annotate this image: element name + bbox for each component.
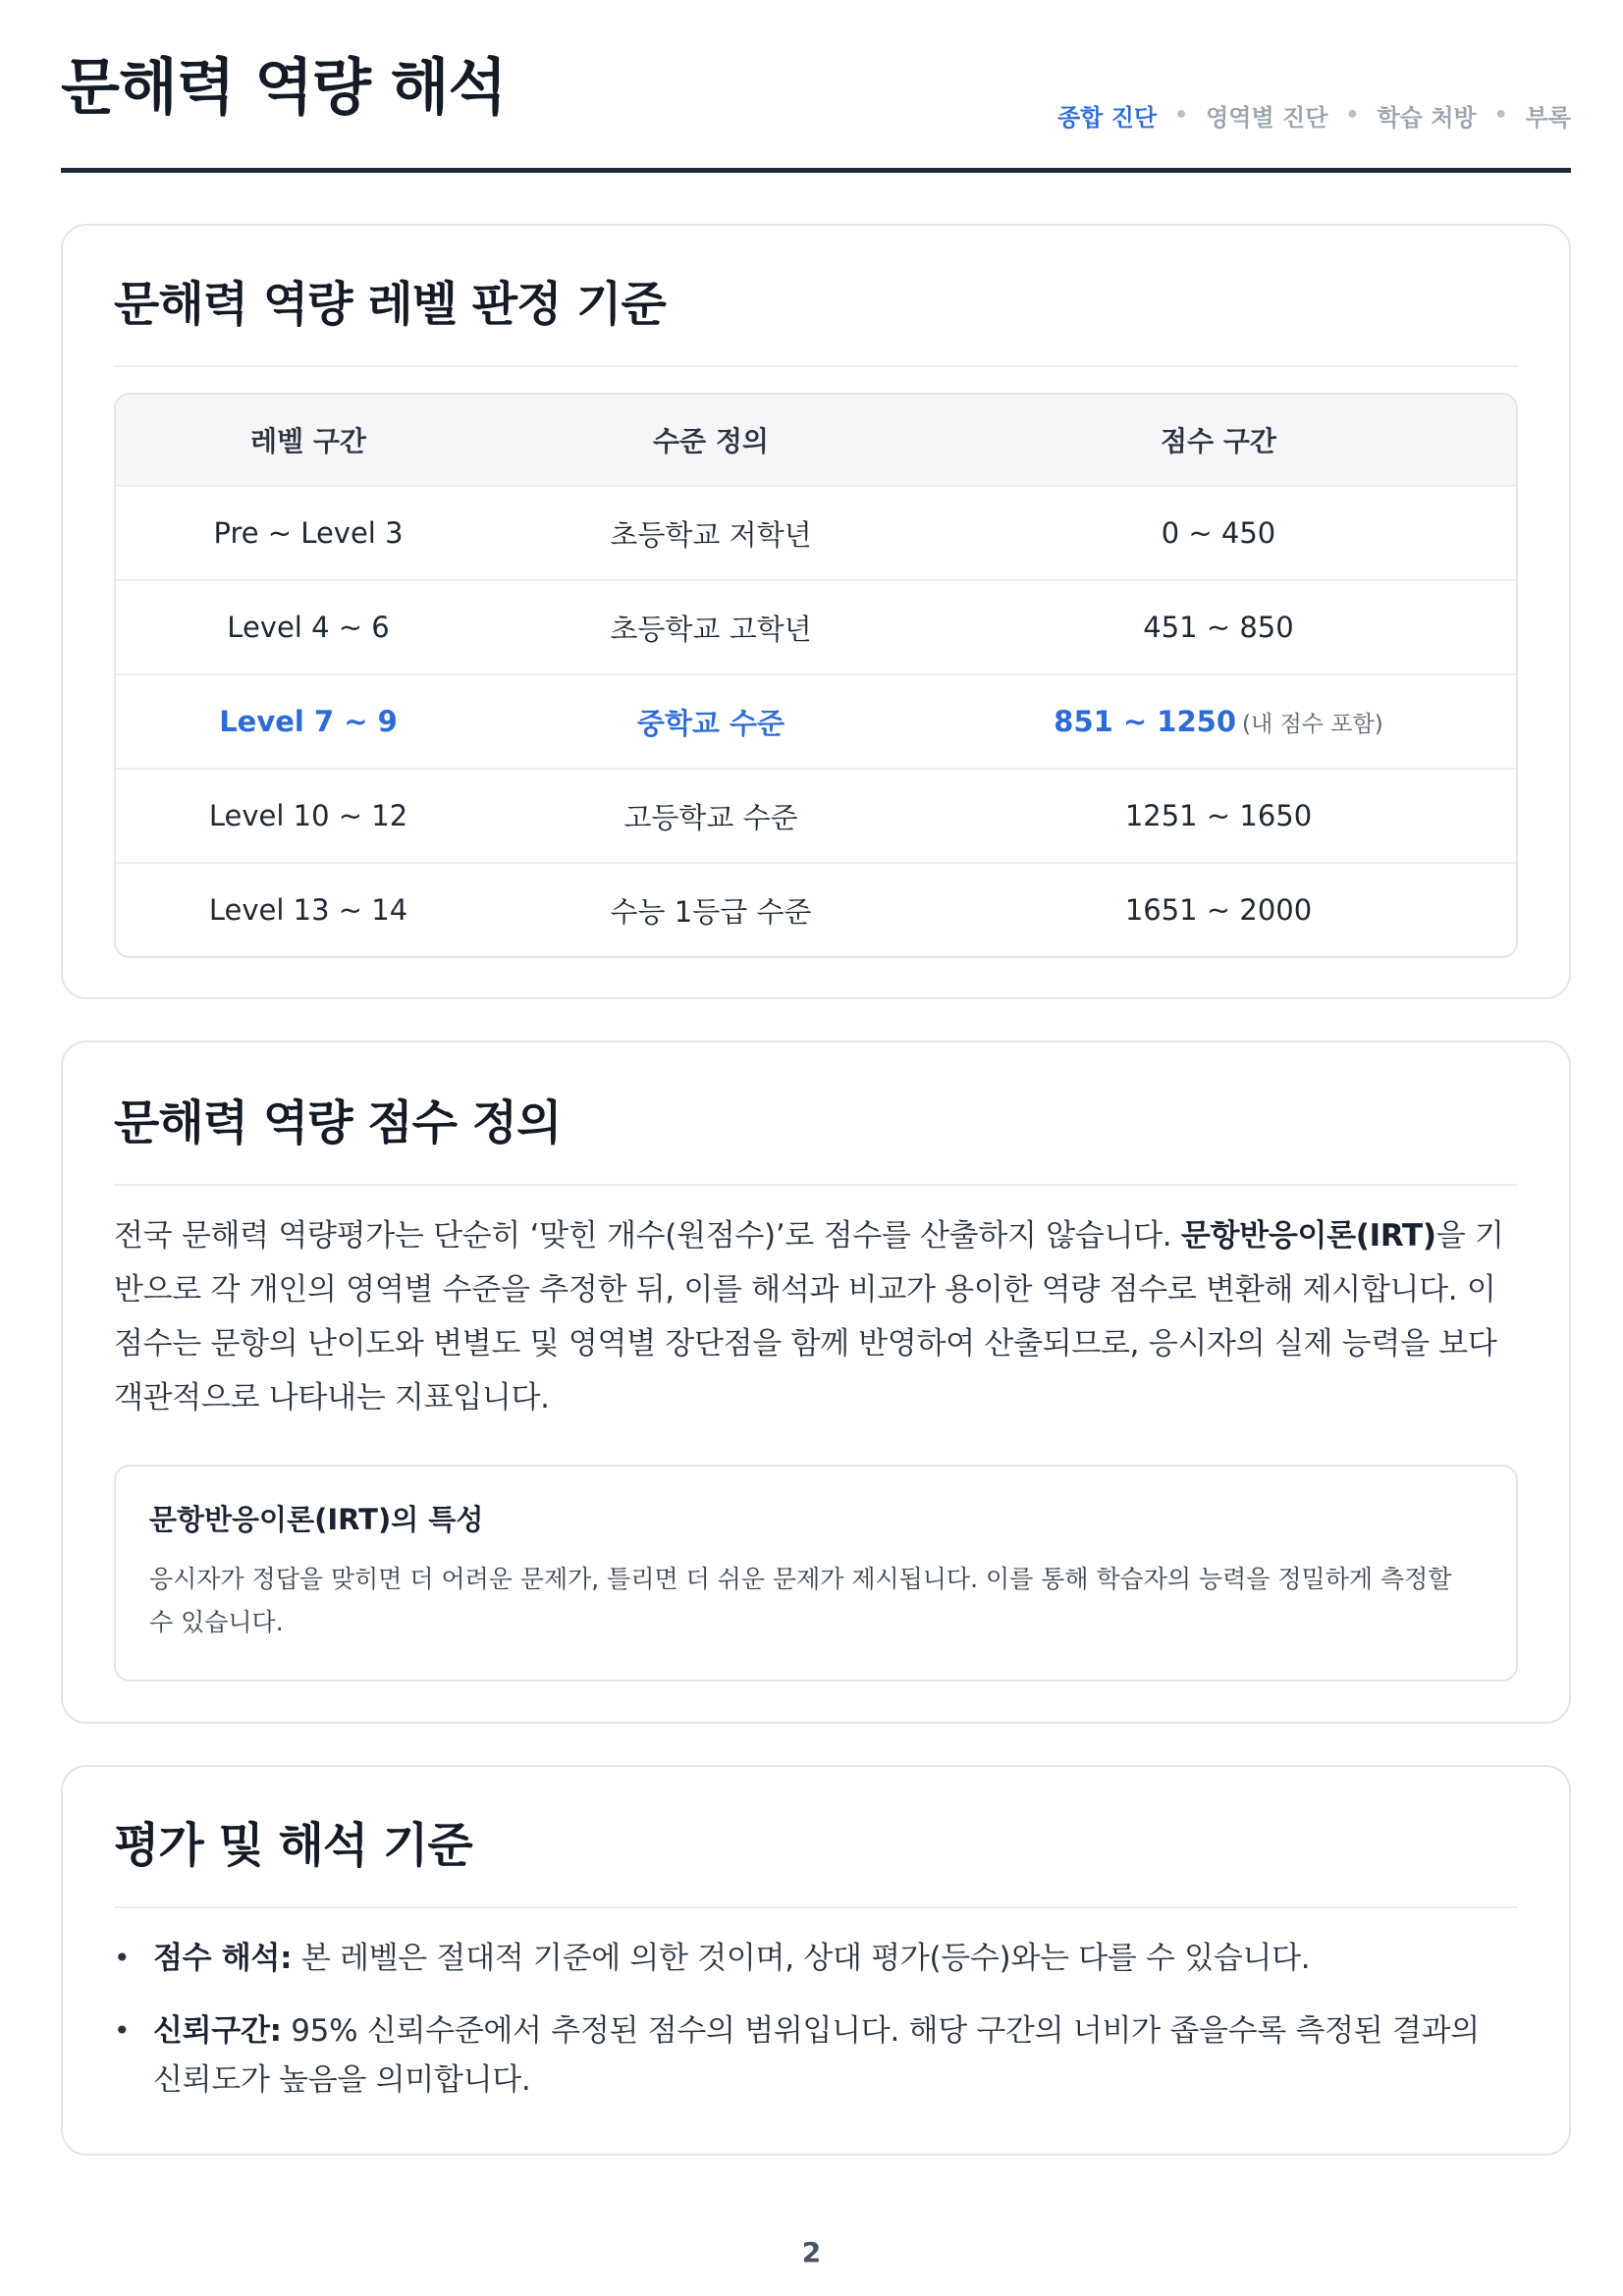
- table-row-highlighted: [116, 673, 1516, 768]
- table-row: [116, 862, 1516, 956]
- table-header-row: [116, 395, 1516, 485]
- cell-definition: 초등학교 고학년: [610, 612, 812, 646]
- cell-level: Pre ~ Level 3: [213, 516, 404, 550]
- score-definition-paragraph: [114, 1209, 1518, 1425]
- my-score-note: (내 점수 포함): [1242, 712, 1383, 737]
- level-table: [114, 393, 1518, 958]
- cell-score: [921, 705, 1516, 738]
- score-definition-card: [61, 1041, 1571, 1724]
- cell-level: Level 7 ~ 9: [219, 705, 398, 738]
- cell-score: 1651 ~ 2000: [1124, 893, 1313, 927]
- item-label: 신뢰구간:: [153, 2013, 282, 2049]
- column-header-definition: 수준 정의: [653, 425, 769, 457]
- nav-separator: •: [1493, 103, 1508, 128]
- cell-level: Level 10 ~ 12: [208, 799, 408, 832]
- cell-score: 0 ~ 450: [1161, 516, 1276, 550]
- cell-definition: 초등학교 저학년: [610, 517, 812, 552]
- irt-info-box: [114, 1465, 1518, 1682]
- list-item: [153, 1934, 1518, 1983]
- page: [61, 0, 1571, 2098]
- cell-score: 1251 ~ 1650: [1124, 799, 1313, 832]
- level-criteria-card: [61, 224, 1571, 999]
- score-range: 851 ~ 1250: [1054, 705, 1237, 738]
- section-nav: [1057, 98, 1571, 133]
- cell-level: Level 13 ~ 14: [208, 893, 408, 927]
- nav-separator: •: [1174, 103, 1189, 128]
- card-title: 문해력 역량 점수 정의: [114, 1095, 562, 1150]
- column-header-score: 점수 구간: [1161, 425, 1276, 457]
- column-header-level: 레벨 구간: [250, 425, 366, 457]
- page-header: [61, 0, 1571, 173]
- paragraph-text: 을 기반으로 각 개인의 영역별 수준을 추정한 뒤, 이를 해석과 비교가 용이한 역량 점수로 변환해 제시합니다. 이 점수는 문항의 난이도와 변별도 및 영역별 장단점을 함께 반영하여 산출되므로, 응시자의 실제 능력을 보다 객관적으로 나타내는 지표입니다.: [114, 1218, 1504, 1415]
- item-text: 95% 신뢰수준에서 추정된 점수의 범위입니다. 해당 구간의 너비가 좁을수록 측정된 결과의 신뢰도가 높음을 의미합니다.: [153, 2013, 1480, 2098]
- cell-definition: 고등학교 수준: [623, 800, 798, 834]
- card-title: 평가 및 해석 기준: [114, 1818, 472, 1873]
- divider: [114, 1184, 1518, 1186]
- nav-item-domain[interactable]: 영역별 진단: [1206, 104, 1328, 132]
- criteria-list: [114, 1934, 1518, 2105]
- paragraph-emphasis: 문항반응이론(IRT): [1180, 1218, 1436, 1254]
- paragraph-text: 전국 문해력 역량평가는 단순히 ‘맞힌 개수(원점수)’로 점수를 산출하지 않습니다.: [114, 1218, 1181, 1254]
- item-label: 점수 해석:: [153, 1941, 293, 1976]
- evaluation-criteria-card: [61, 1765, 1571, 2156]
- divider: [114, 365, 1518, 367]
- list-item: [153, 2006, 1518, 2105]
- table-row: [116, 768, 1516, 862]
- cell-definition: 수능 1등급 수준: [610, 894, 812, 929]
- page-title: 문해력 역량 해석: [61, 51, 507, 123]
- cell-score: 451 ~ 850: [1143, 611, 1294, 644]
- nav-item-prescription[interactable]: 학습 처방: [1377, 104, 1477, 132]
- page-number: 2: [801, 2236, 822, 2269]
- item-text: 본 레벨은 절대적 기준에 의한 것이며, 상대 평가(등수)와는 다를 수 있습니다.: [292, 1941, 1311, 1976]
- table-row: [116, 485, 1516, 579]
- card-title: 문해력 역량 레벨 판정 기준: [114, 277, 666, 332]
- nav-item-overall[interactable]: 종합 진단: [1056, 104, 1158, 132]
- cell-level: Level 4 ~ 6: [227, 611, 390, 644]
- divider: [114, 1906, 1518, 1908]
- nav-separator: •: [1345, 103, 1360, 128]
- info-box-text: 응시자가 정답을 맞히면 더 어려운 문제가, 틀리면 더 쉬운 문제가 제시됩니다. 이를 통해 학습자의 능력을 정밀하게 측정할 수 있습니다.: [149, 1565, 1452, 1636]
- nav-item-appendix[interactable]: 부록: [1525, 104, 1571, 132]
- cell-definition: 중학교 수준: [636, 706, 785, 740]
- table-row: [116, 579, 1516, 673]
- info-box-title: 문항반응이론(IRT)의 특성: [149, 1503, 484, 1536]
